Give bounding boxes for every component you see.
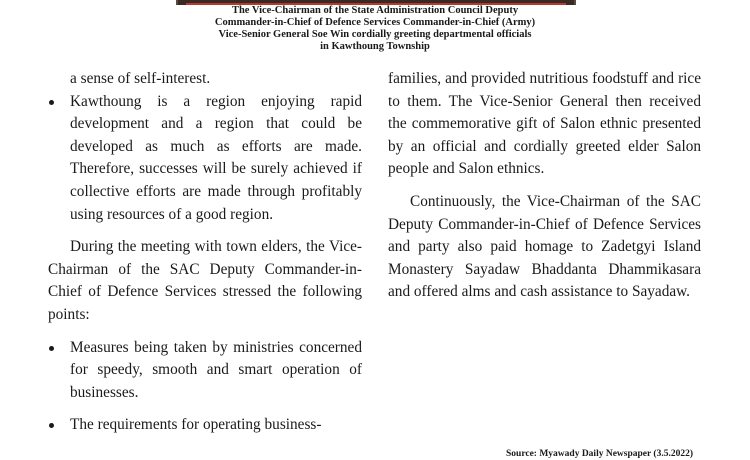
bullet-icon [49,346,54,351]
body-paragraph: Continuously, the Vice-Chairman of the SAC Deputy Commander-in-Chief of Defence Services and party also paid homage to Zadetgyi Island Monastery Sayadaw Bhaddanta Dhammikasara and offered alms and cash assistance to Sayadaw. [388,192,701,301]
list-item [48,91,362,227]
right-column [388,68,701,304]
body-paragraph: During the meeting with town elders, the Vice-Chairman of the SAC Deputy Commander-in-Chief of Defence Services stressed the following points: [48,238,362,323]
bullet-icon [49,100,54,105]
bullet-icon [49,423,54,428]
list-item-text: Measures being taken by ministries concerned for speedy, smooth and smart operation of businesses. [70,338,362,401]
source-credit: Source: Myawady Daily Newspaper (3.5.2022) [506,449,693,459]
caption-line: Commander-in-Chief of Defence Services Commander-in-Chief (Army) [214,17,536,28]
caption-line: The Vice-Chairman of the State Administration Council Deputy [231,5,519,16]
list-item-text: The requirements for operating business- [70,416,322,434]
body-paragraph: families, and provided nutritious foodstuff and rice to them. The Vice-Senior General then received the commemorative gift of Salon ethnic presented by an official and cordially greeted elder Salon people and Salon ethnics. [388,70,701,178]
photo-caption [150,5,600,53]
caption-line: in Kawthoung Township [320,41,430,52]
continuation-text: a sense of self-interest. [70,70,211,87]
list-item-text: Kawthoung is a region enjoying rapid development and a region that could be developed as much as efforts are made. Therefore, successes will be surely achieved if collective efforts are made through profitably using resources of a good region. [70,92,362,223]
list-item [48,337,362,405]
caption-line: Vice-Senior General Soe Win cordially greeting departmental officials [218,29,532,40]
list-item [48,414,362,437]
left-column [48,68,362,437]
